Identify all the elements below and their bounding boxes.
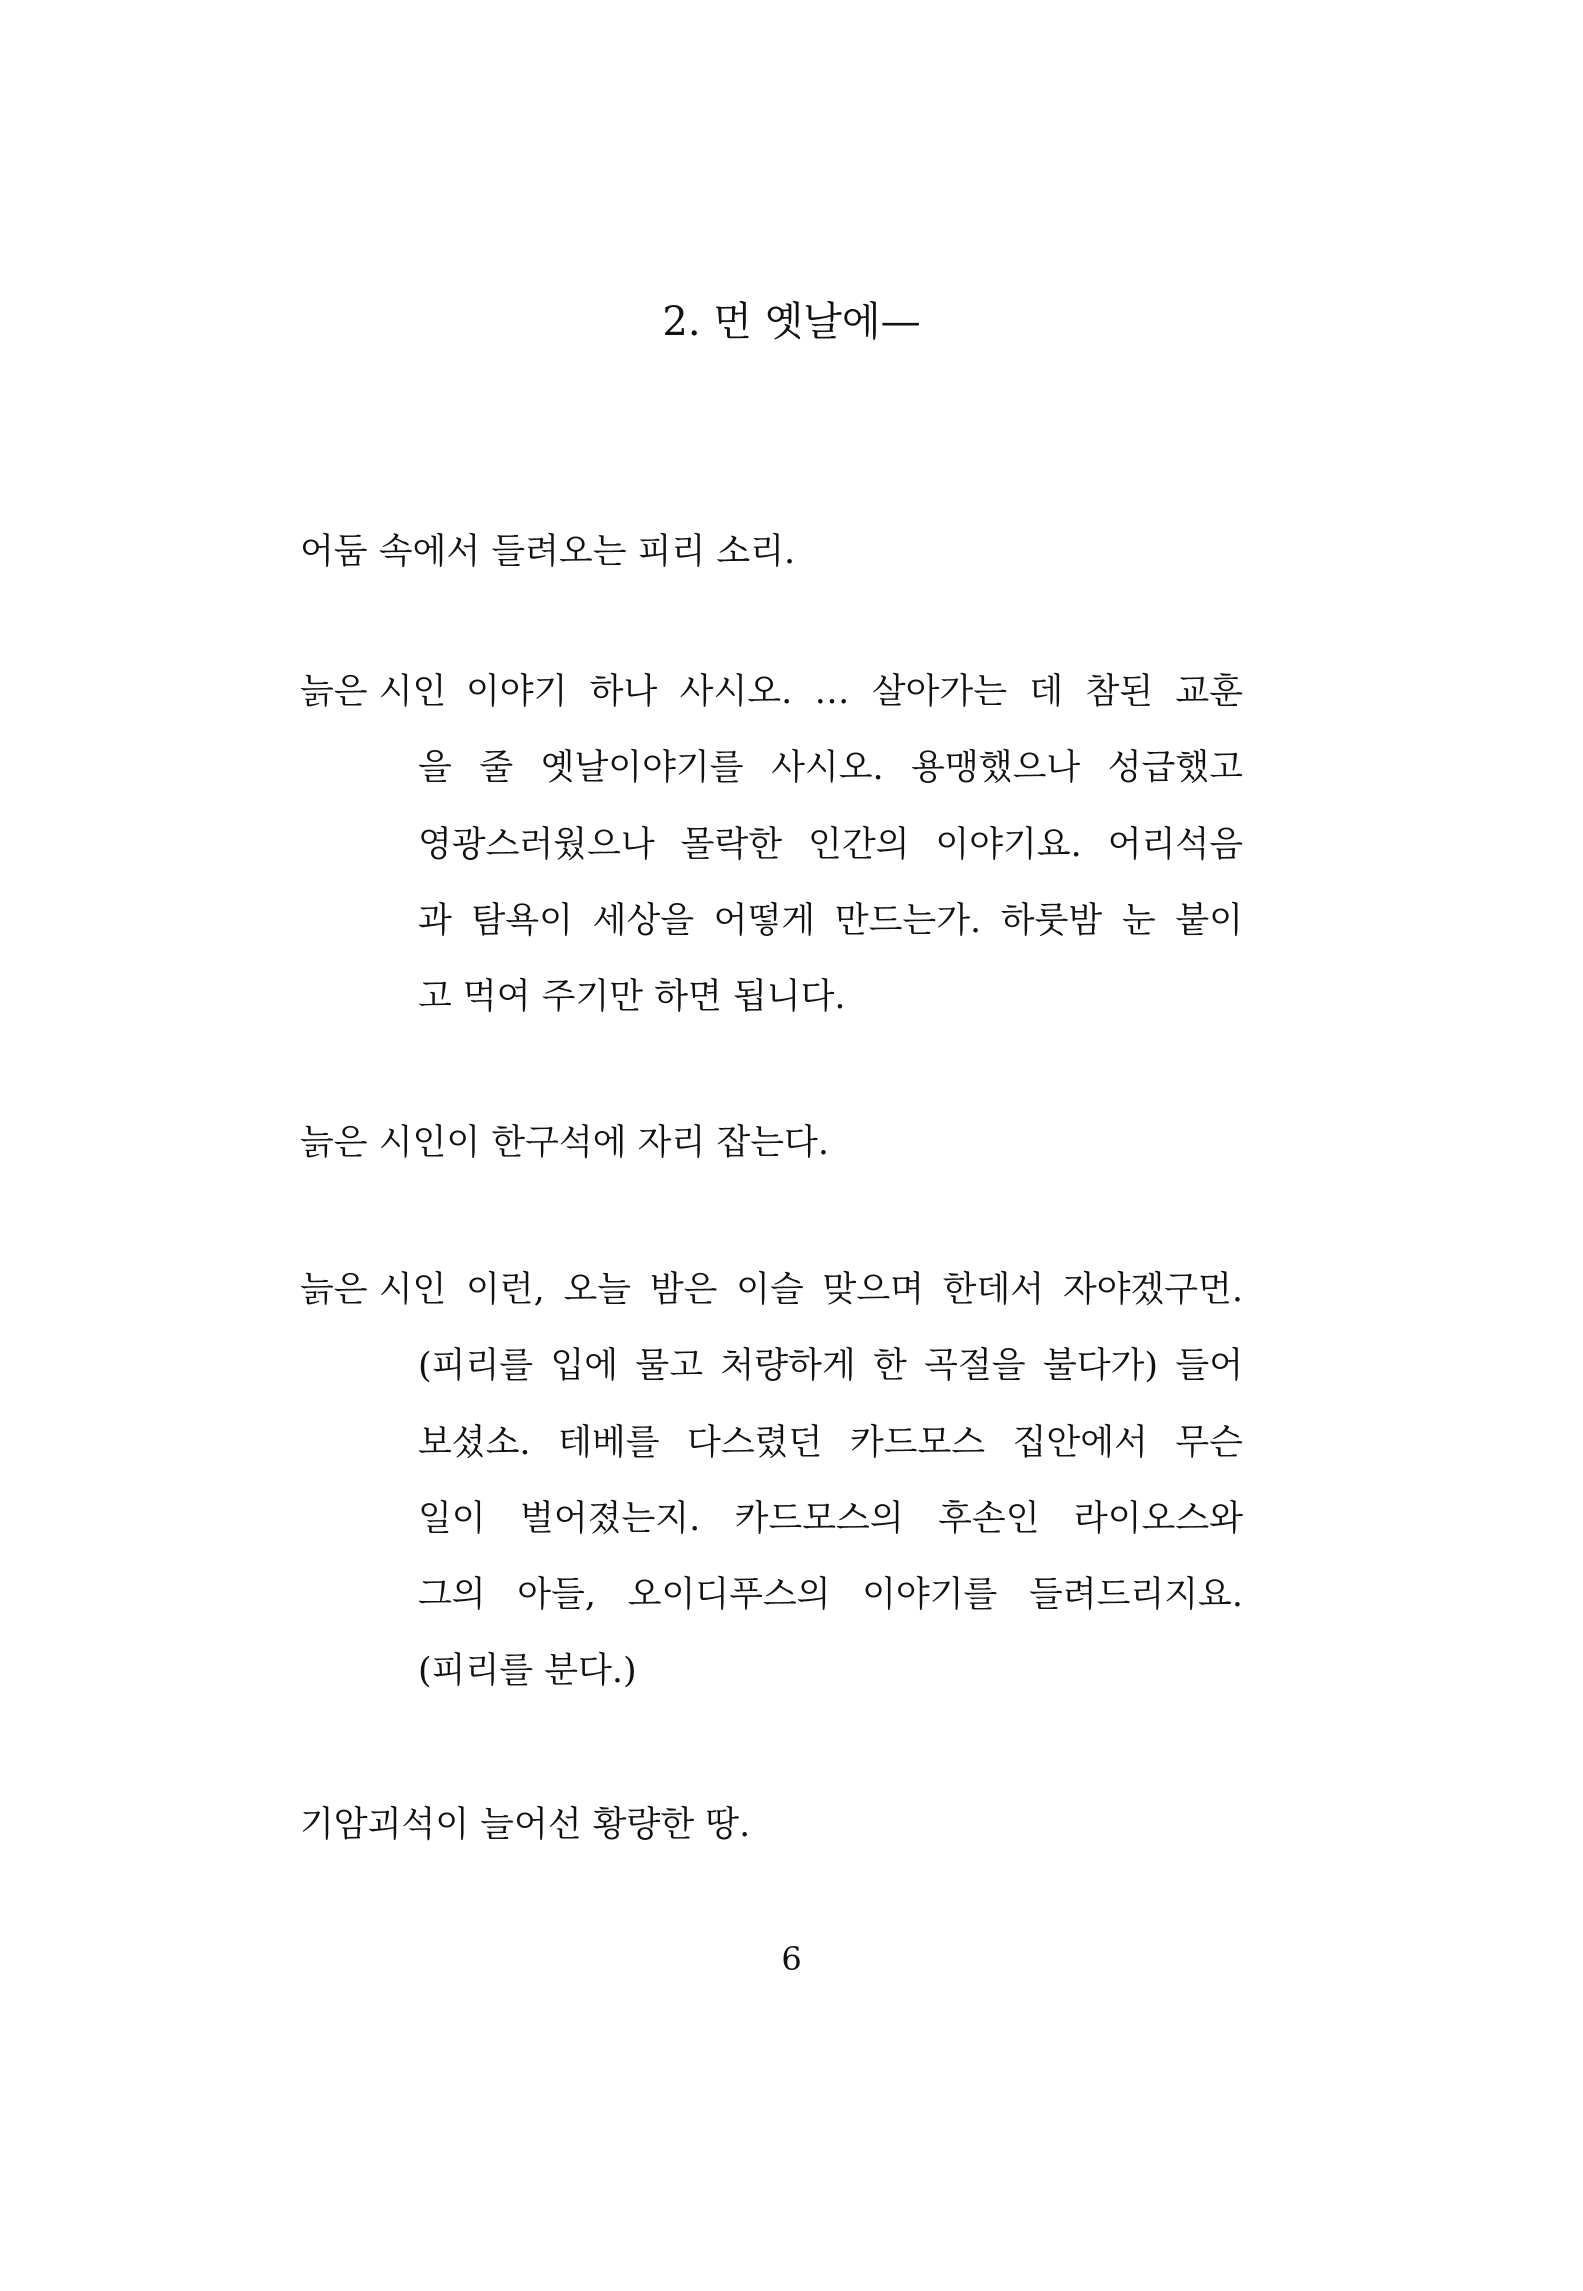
- dialogue-line: 그의 아들, 오이디푸스의 이야기를 들려드리지요.: [418, 1575, 1243, 1615]
- dialogue-line: (피리를 분다.): [418, 1651, 637, 1691]
- stage-direction: 어둠 속에서 들려오는 피리 소리.: [300, 532, 796, 572]
- speaker-label: 늙은 시인: [300, 1270, 447, 1310]
- dialogue-line: 과 탐욕이 세상을 어떻게 만드는가. 하룻밤 눈 붙이: [418, 901, 1243, 941]
- page-number: 6: [781, 1940, 802, 1978]
- dialogue-line: 보셨소. 테베를 다스렸던 카드모스 집안에서 무슨: [418, 1423, 1243, 1463]
- dialogue-line: 이런, 오늘 밤은 이슬 맞으며 한데서 자야겠구먼.: [466, 1270, 1243, 1310]
- dialogue-line: (피리를 입에 물고 처량하게 한 곡절을 불다가) 들어: [418, 1346, 1243, 1386]
- dialogue-line: 영광스러웠으나 몰락한 인간의 이야기요. 어리석음: [418, 825, 1243, 865]
- speaker-label: 늙은 시인: [300, 672, 447, 712]
- dialogue-line: 이야기 하나 사시오. … 살아가는 데 참된 교훈: [466, 672, 1243, 712]
- dialogue-line: 고 먹여 주기만 하면 됩니다.: [418, 977, 846, 1017]
- section-title: 2. 먼 옛날에—: [662, 299, 921, 345]
- stage-direction: 늙은 시인이 한구석에 자리 잡는다.: [300, 1123, 829, 1163]
- dialogue-line: 일이 벌어졌는지. 카드모스의 후손인 라이오스와: [418, 1499, 1243, 1539]
- dialogue-line: 을 줄 옛날이야기를 사시오. 용맹했으나 성급했고: [418, 748, 1243, 788]
- stage-direction: 기암괴석이 늘어선 황량한 땅.: [300, 1805, 751, 1845]
